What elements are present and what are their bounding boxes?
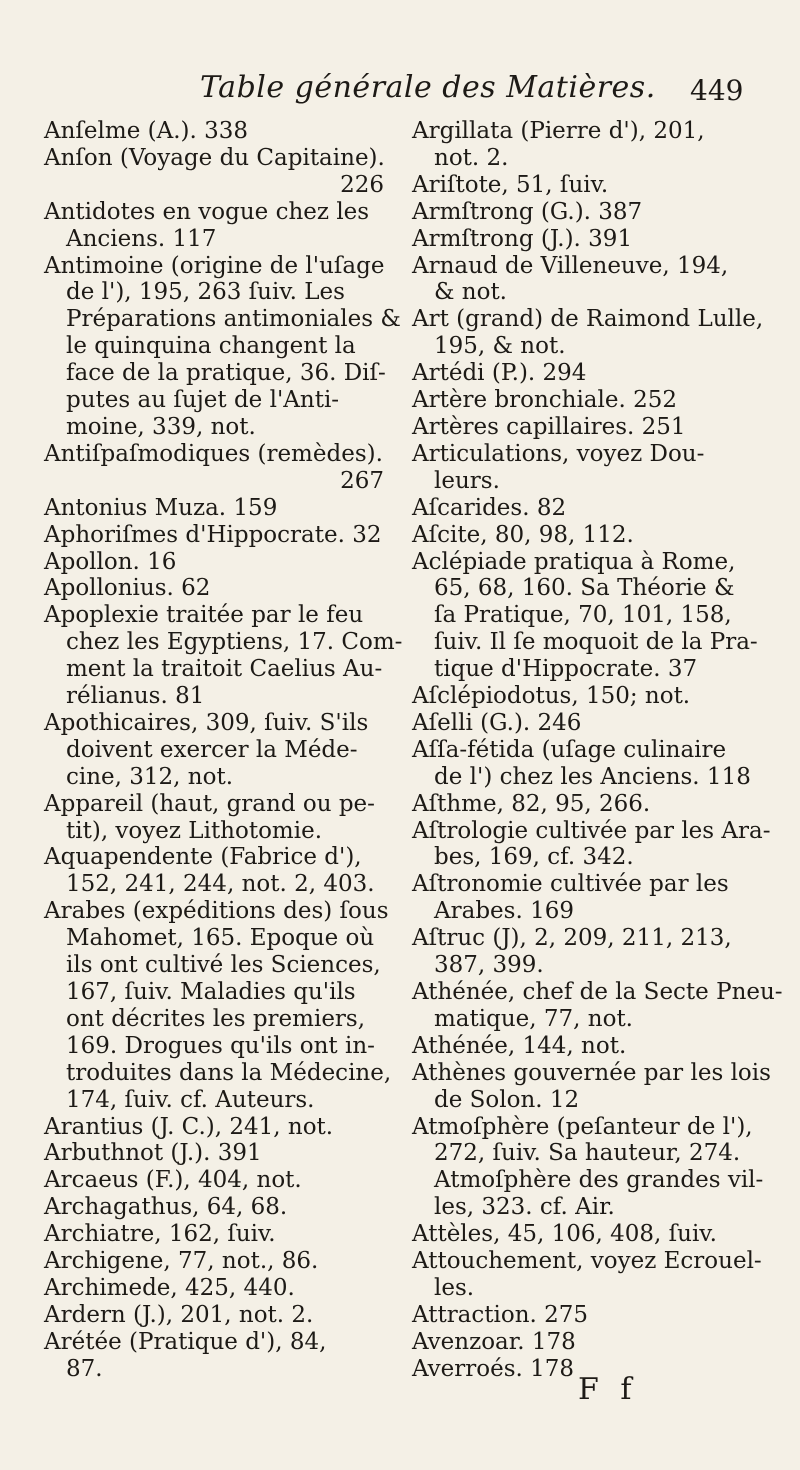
index-entry: [412, 1033, 760, 1060]
index-entry: [412, 226, 760, 253]
index-entry-continuation: moine, 339, not.: [66, 413, 256, 440]
index-entry-continuation: bes, 169, cf. 342.: [434, 844, 634, 871]
index-entry: [44, 1275, 384, 1302]
index-entry-line: Apollon. 16: [44, 548, 177, 575]
index-entry-line: Armſtrong (J.). 391: [412, 225, 633, 252]
index-entry: [412, 925, 760, 979]
index-entry-line: Atmoſphère (peſanteur de l'),: [412, 1113, 753, 1140]
index-entry-continuation: ſuiv. Il ſe moquoit de la Pra-: [434, 629, 758, 656]
index-entry-line: Aclépiade pratiqua à Rome,: [412, 548, 736, 575]
index-entry-line: Aſcarides. 82: [412, 494, 567, 521]
index-entry-continuation: rélianus. 81: [66, 683, 205, 710]
index-entry-continuation: troduites dans la Médecine,: [66, 1059, 392, 1086]
index-entry-line: Arnaud de Villeneuve, 194,: [412, 252, 729, 279]
index-entry-line: Appareil (haut, grand ou pe-: [44, 790, 375, 817]
index-entry-continuation: les.: [434, 1274, 475, 1301]
index-entry: [412, 1113, 764, 1222]
index-entry-line: Anſon (Voyage du Capitaine).: [44, 144, 385, 171]
index-entry: [412, 737, 760, 791]
index-entry-continuation: matique, 77, not.: [434, 1005, 633, 1032]
index-entry: [44, 710, 384, 791]
index-entry-line: Aſclépiodotus, 150; not.: [412, 683, 691, 710]
index-entry: [44, 1248, 384, 1275]
index-entry-line: Archimede, 425, 440.: [44, 1274, 295, 1301]
index-entry-continuation: chez les Egyptiens, 17. Com-: [66, 629, 403, 656]
index-entry-line: Artédi (P.). 294: [412, 360, 587, 387]
index-entry-line: Archagathus, 64, 68.: [44, 1194, 288, 1221]
index-entry-continuation: 195, & not.: [434, 333, 566, 360]
index-entry: [412, 360, 760, 387]
index-entry-continuation: cine, 312, not.: [66, 763, 234, 790]
index-entry: [44, 145, 384, 199]
index-entry-line: Archigene, 77, not., 86.: [44, 1248, 319, 1275]
index-entry-line: Aſtruc (J), 2, 209, 211, 213,: [412, 925, 732, 952]
index-entry-continuation: ment la traitoit Caelius Au-: [66, 656, 383, 683]
index-entry-continuation: not. 2.: [434, 144, 509, 171]
index-entry: [412, 387, 760, 414]
index-entry-continuation: 65, 68, 160. Sa Théorie &: [434, 575, 735, 602]
index-entry-line: Arbuthnot (J.). 391: [44, 1140, 262, 1167]
index-entry: [44, 1114, 384, 1141]
index-entry-continuation: 267: [340, 467, 384, 494]
index-entry: [44, 1221, 384, 1248]
index-entry: [44, 1167, 384, 1194]
index-entry-line: Avenzoar. 178: [412, 1328, 576, 1355]
index-entry-line: Arabes (expéditions des) ſous: [44, 898, 389, 925]
index-entry-line: Art (grand) de Raimond Lulle,: [412, 306, 764, 333]
index-entry: [44, 522, 384, 549]
index-column-right: [412, 118, 783, 1383]
index-entry-line: Arétée (Pratique d'), 84,: [44, 1328, 327, 1355]
index-entry: [44, 791, 384, 845]
index-entry-continuation: 387, 399.: [434, 952, 544, 979]
index-entry: [44, 1329, 384, 1383]
index-entry-line: Ardern (J.), 201, not. 2.: [44, 1301, 314, 1328]
index-column-left: [44, 118, 403, 1383]
index-entry-line: Attouchement, voyez Ecrouel-: [412, 1248, 762, 1275]
index-entry-line: Antidotes en vogue chez les: [44, 198, 370, 225]
index-entry-continuation: Anciens. 117: [66, 225, 217, 252]
index-entry-line: Artère bronchiale. 252: [412, 387, 678, 414]
index-entry-line: Apothicaires, 309, ſuiv. S'ils: [44, 709, 369, 736]
index-entry: [44, 1194, 384, 1221]
index-entry-line: Attraction. 275: [412, 1301, 589, 1328]
index-entry-line: Apoplexie traitée par le feu: [44, 602, 364, 629]
index-entry-continuation: tit), voyez Lithotomie.: [66, 817, 323, 844]
index-entry-line: Aſthme, 82, 95, 266.: [412, 790, 651, 817]
index-entry-continuation: 174, ſuiv. cf. Auteurs.: [66, 1086, 315, 1113]
index-entry: [412, 979, 783, 1033]
index-entry-continuation: de l') chez les Anciens. 118: [434, 763, 751, 790]
index-entry-line: Athènes gouvernée par les lois: [412, 1059, 771, 1086]
index-entry: [44, 575, 384, 602]
index-entry: [44, 495, 384, 522]
index-entry: [44, 602, 403, 710]
index-entry: [412, 1302, 760, 1329]
index-entry: [412, 199, 760, 226]
index-entry-continuation: Atmoſphère des grandes vil-: [434, 1167, 764, 1194]
index-entry-continuation: doivent exercer la Méde-: [66, 736, 358, 763]
index-entry: [44, 1140, 384, 1167]
index-entry-line: Averroés. 178: [412, 1355, 575, 1382]
index-entry: [44, 1302, 384, 1329]
index-entry-continuation: de l'), 195, 263 ſuiv. Les: [66, 279, 345, 306]
index-entry: [412, 172, 760, 199]
index-entry-line: Attèles, 45, 106, 408, ſuiv.: [412, 1221, 717, 1248]
index-entry: [412, 306, 764, 360]
index-entry: [412, 791, 760, 818]
index-entry: [412, 414, 760, 441]
index-entry-line: Armſtrong (G.). 387: [412, 198, 643, 225]
index-entry-continuation: 152, 241, 244, not. 2, 403.: [66, 871, 375, 898]
index-entry-line: Aphoriſmes d'Hippocrate. 32: [44, 521, 382, 548]
index-entry-line: Antonius Muza. 159: [44, 494, 278, 521]
index-entry-continuation: Mahomet, 165. Epoque où: [66, 925, 375, 952]
index-entry-line: Aſtronomie cultivée par les: [412, 871, 729, 898]
index-entry: [44, 844, 384, 898]
index-entry-line: Antimoine (origine de l'uſage: [44, 252, 385, 279]
index-entry-continuation: leurs.: [434, 467, 500, 494]
catchword: F f: [578, 1372, 638, 1407]
index-entry: [44, 199, 384, 253]
index-entry-line: Antiſpaſmodiques (remèdes).: [44, 440, 383, 467]
index-entry-continuation: 169. Drogues qu'ils ont in-: [66, 1032, 375, 1059]
index-entry-continuation: putes au ſujet de l'Anti-: [66, 387, 340, 414]
index-entry-continuation: Préparations antimoniales &: [66, 306, 401, 333]
index-entry-continuation: 167, ſuiv. Maladies qu'ils: [66, 979, 356, 1005]
index-entry: [44, 549, 384, 576]
index-entry-continuation: de Solon. 12: [434, 1086, 580, 1113]
index-entry-line: Archiatre, 162, ſuiv.: [44, 1221, 276, 1248]
index-entry-line: Argillata (Pierre d'), 201,: [412, 118, 705, 144]
index-entry: [412, 710, 760, 737]
index-entry: [412, 118, 760, 172]
index-entry: [412, 441, 760, 495]
index-entry-continuation: face de la pratique, 36. Diſ-: [66, 360, 386, 387]
index-entry: [412, 1059, 771, 1114]
index-entry: [412, 495, 760, 522]
index-entry-line: Anſelme (A.). 338: [44, 118, 249, 144]
index-entry-continuation: tique d'Hippocrate. 37: [434, 656, 698, 683]
index-entry-line: Articulations, voyez Dou-: [412, 440, 705, 467]
index-entry: [412, 253, 760, 307]
index-entry: [412, 683, 760, 710]
index-entry-line: Aſelli (G.). 246: [412, 709, 582, 736]
index-entry: [412, 871, 760, 925]
index-entry-continuation: & not.: [434, 279, 507, 306]
index-entry-line: Apollonius. 62: [44, 575, 211, 602]
page-number: 449: [690, 74, 744, 107]
index-entry-continuation: ſa Pratique, 70, 101, 158,: [434, 602, 732, 629]
index-entry-continuation: 87.: [66, 1355, 103, 1382]
index-entry-continuation: ont décrites les premiers,: [66, 1005, 366, 1032]
index-entry-continuation: Arabes. 169: [434, 898, 574, 925]
index-entry-continuation: 272, ſuiv. Sa hauteur, 274.: [434, 1140, 741, 1167]
page-header: [0, 70, 800, 110]
index-entry: [412, 1221, 760, 1248]
index-entry-line: Athénée, 144, not.: [412, 1032, 627, 1059]
running-title: Table générale des Matières.: [200, 70, 656, 105]
index-entry-line: Aſtrologie cultivée par les Ara-: [412, 817, 771, 844]
index-entry-line: Athénée, chef de la Secte Pneu-: [412, 979, 783, 1005]
index-entry-line: Ariſtote, 51, ſuiv.: [412, 171, 609, 198]
index-entry-line: Arantius (J. C.), 241, not.: [44, 1113, 334, 1140]
index-entry: [412, 817, 771, 872]
index-entry-continuation: ils ont cultivé les Sciences,: [66, 952, 381, 979]
index-entry: [412, 1329, 760, 1356]
index-entry: [412, 549, 760, 684]
index-entry-line: Aquapendente (Fabrice d'),: [44, 844, 362, 871]
index-entry: [412, 1248, 760, 1302]
index-entry-continuation: les, 323. cf. Air.: [434, 1194, 615, 1221]
index-entry-line: Aſcite, 80, 98, 112.: [412, 521, 634, 548]
index-entry: [44, 252, 401, 441]
index-entry-line: Aſſa-fétida (uſage culinaire: [412, 736, 727, 763]
index-entry-continuation: 226: [340, 171, 384, 198]
index-entry: [412, 522, 760, 549]
index-entry: [44, 441, 384, 495]
index-entry: [44, 898, 392, 1113]
index-entry: [44, 118, 384, 145]
index-entry-continuation: le quinquina changent la: [66, 333, 356, 360]
index-entry-line: Arcaeus (F.), 404, not.: [44, 1167, 302, 1194]
index-entry-line: Artères capillaires. 251: [412, 413, 686, 440]
